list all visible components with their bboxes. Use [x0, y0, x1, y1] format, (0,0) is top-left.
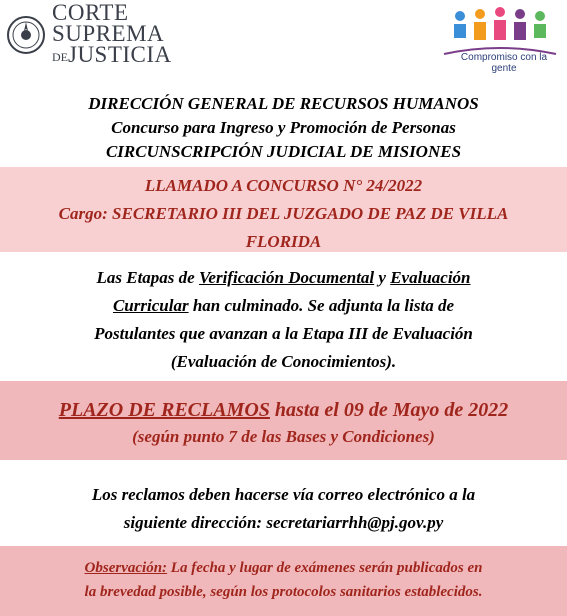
- title-line1: DIRECCIÓN GENERAL DE RECURSOS HUMANOS: [88, 94, 479, 113]
- stages-connector: y: [374, 268, 391, 287]
- stage2-label-b: Curricular: [112, 296, 189, 315]
- deadline-block: [0, 396, 567, 450]
- stages-prefix: Las Etapas de: [96, 268, 199, 287]
- stage1-label: Verificación Documental: [198, 268, 375, 287]
- deadline-label: PLAZO DE RECLAMOS: [58, 399, 270, 421]
- document-titles: [0, 92, 567, 164]
- title-line2: Concurso para Ingreso y Promoción de Personas: [111, 118, 456, 137]
- claims-email: secretariarrhh@pj.gov.py: [266, 513, 444, 532]
- call-block: [0, 172, 567, 256]
- right-logo-caption: Compromiso con la gente: [460, 52, 548, 74]
- stages-paragraph: [10, 264, 557, 376]
- observation-text2: la brevedad posible, según los protocolos sanitarios establecidos.: [84, 584, 483, 600]
- observation-text1: La fecha y lugar de exámenes serán publicados en: [167, 560, 483, 576]
- claims-line2-prefix: siguiente dirección:: [123, 513, 267, 532]
- title-line3: CIRCUNSCRIPCIÓN JUDICIAL DE MISIONES: [105, 142, 462, 161]
- stages-rest3: (Evaluación de Conocimientos).: [170, 352, 397, 371]
- brand-de: DE: [52, 50, 68, 64]
- claims-line1: Los reclamos deben hacerse vía correo electrónico a la: [91, 485, 476, 504]
- stages-rest1: han culminado. Se adjunta la lista de: [188, 296, 455, 315]
- brand-line1: CORTE: [52, 0, 129, 25]
- call-line2: Cargo: SECRETARIO III DEL JUZGADO DE PAZ DE VILLA: [58, 204, 509, 223]
- brand-line2: SUPREMA: [52, 21, 165, 46]
- observation-label: Observación:: [84, 560, 168, 576]
- claims-paragraph: [10, 481, 557, 537]
- call-line3: FLORIDA: [245, 232, 322, 251]
- observation-block: [6, 556, 561, 604]
- stage2-label-a: Evaluación: [390, 268, 471, 287]
- deadline-note: (según punto 7 de las Bases y Condiciones): [132, 427, 435, 446]
- stages-rest2: Postulantes que avanzan a la Etapa III de Evaluación: [94, 324, 473, 343]
- brand-line3: JUSTICIA: [68, 42, 172, 67]
- court-seal-icon: [6, 4, 46, 66]
- call-line1: LLAMADO A CONCURSO N° 24/2022: [144, 176, 423, 195]
- deadline-date: hasta el 09 de Mayo de 2022: [269, 399, 509, 421]
- court-brand: [52, 2, 172, 68]
